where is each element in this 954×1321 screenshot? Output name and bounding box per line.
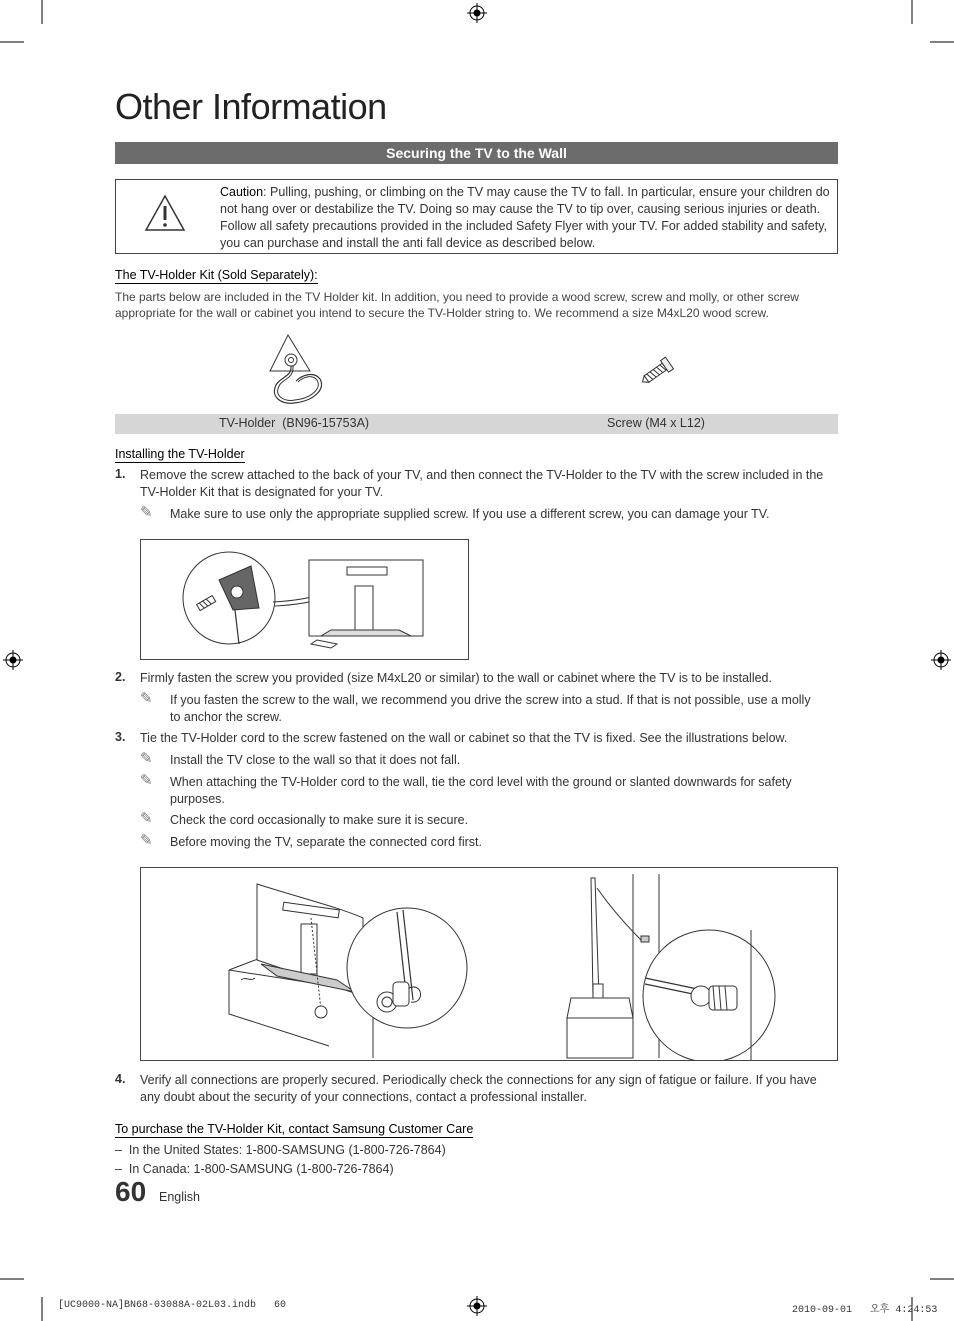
tie-cord-illustration xyxy=(141,868,837,1060)
pencil-note-icon: ✎ xyxy=(140,832,153,849)
print-footer-date: 2010-09-01 오후 4:24:53 xyxy=(792,1305,938,1316)
caution-box xyxy=(115,179,838,254)
step-3-note-4: Before moving the TV, separate the connected cord first. xyxy=(170,835,482,849)
step-4-number: 4. xyxy=(115,1072,126,1086)
pencil-note-icon: ✎ xyxy=(140,772,153,789)
pencil-note-icon: ✎ xyxy=(140,810,153,827)
step-1-text: Remove the screw attached to the back of your TV, and then connect the TV-Holder to the TV with the screw included in the TV-Holder Kit that is designated for your TV. xyxy=(140,468,824,499)
pencil-note-icon: ✎ xyxy=(140,504,153,521)
caution-label: Caution xyxy=(220,185,264,199)
tv-holder-part-illustration xyxy=(262,333,328,411)
page-number: 60 xyxy=(115,1176,147,1207)
kit-heading: The TV-Holder Kit (Sold Separately): xyxy=(115,268,318,282)
step-1-number: 1. xyxy=(115,467,126,481)
parts-caption-bar xyxy=(115,414,838,434)
purchase-heading: To purchase the TV-Holder Kit, contact Samsung Customer Care xyxy=(115,1122,474,1136)
step-2-number: 2. xyxy=(115,670,126,684)
step-3-text: Tie the TV-Holder cord to the screw fastened on the wall or cabinet so that the TV is fixed. See the illustrations below. xyxy=(140,731,788,745)
warning-triangle-icon xyxy=(144,194,186,232)
purchase-item-us: – In the United States: 1-800-SAMSUNG (1-800-726-7864) xyxy=(115,1143,446,1157)
pencil-note-icon: ✎ xyxy=(140,750,153,767)
page-title: Other Information xyxy=(115,86,387,127)
step-3-note-1: Install the TV close to the wall so that it does not fall. xyxy=(170,753,461,767)
step-3-note-3: Check the cord occasionally to make sure it is secure. xyxy=(170,813,469,827)
attach-holder-illustration xyxy=(141,540,468,659)
figure-attach-holder xyxy=(140,539,469,660)
step-2-text: Firmly fasten the screw you provided (size M4xL20 or similar) to the wall or cabinet where the TV is to be installed. xyxy=(140,671,772,685)
install-heading: Installing the TV-Holder xyxy=(115,447,245,461)
caution-text xyxy=(220,184,832,252)
part-tv-holder-label: TV-Holder (BN96-15753A) xyxy=(219,416,370,430)
purchase-item-canada: – In Canada: 1-800-SAMSUNG (1-800-726-7864) xyxy=(115,1162,394,1176)
screw-part-illustration xyxy=(638,355,678,387)
step-2-note-1: If you fasten the screw to the wall, we recommend you drive the screw into a stud. If that is not possible, use a molly to anchor the screw. xyxy=(170,693,811,724)
step-1-note-1: Make sure to use only the appropriate supplied screw. If you use a different screw, you can damage your TV. xyxy=(170,507,770,521)
figure-tie-cord xyxy=(140,867,838,1061)
kit-description: The parts below are included in the TV Holder kit. In addition, you need to provide a wood screw, screw and molly, or other screw appropriate for the wall or cabinet you intend to secure the TV-Holder string to. We recommend a size M4xL20 wood screw. xyxy=(115,290,799,320)
step-4-text: Verify all connections are properly secured. Periodically check the connections for any sign of fatigue or failure. If you have any doubt about the security of your connections, contact a professional installer. xyxy=(140,1073,817,1104)
pencil-note-icon: ✎ xyxy=(140,690,153,707)
section-heading: Securing the TV to the Wall xyxy=(115,142,838,164)
print-footer-file: [UC9000-NA]BN68-03088A-02L03.indb 60 xyxy=(58,1300,287,1311)
step-3-number: 3. xyxy=(115,730,126,744)
step-3-note-2: When attaching the TV-Holder cord to the wall, tie the cord level with the ground or slanted downwards for safety purposes. xyxy=(170,775,792,806)
part-screw-label: Screw (M4 x L12) xyxy=(607,416,705,430)
page-language: English xyxy=(159,1190,200,1204)
caution-body: : Pulling, pushing, or climbing on the TV may cause the TV to fall. In particular, ensure your children do not hang over or destabilize the TV. Doing so may cause the TV to tip over, causing serious injuries or death. Follow all safety precautions provided in the included Safety Flyer with your TV. For added stability and safety, you can purchase and install the anti fall device as described below. xyxy=(220,185,830,250)
